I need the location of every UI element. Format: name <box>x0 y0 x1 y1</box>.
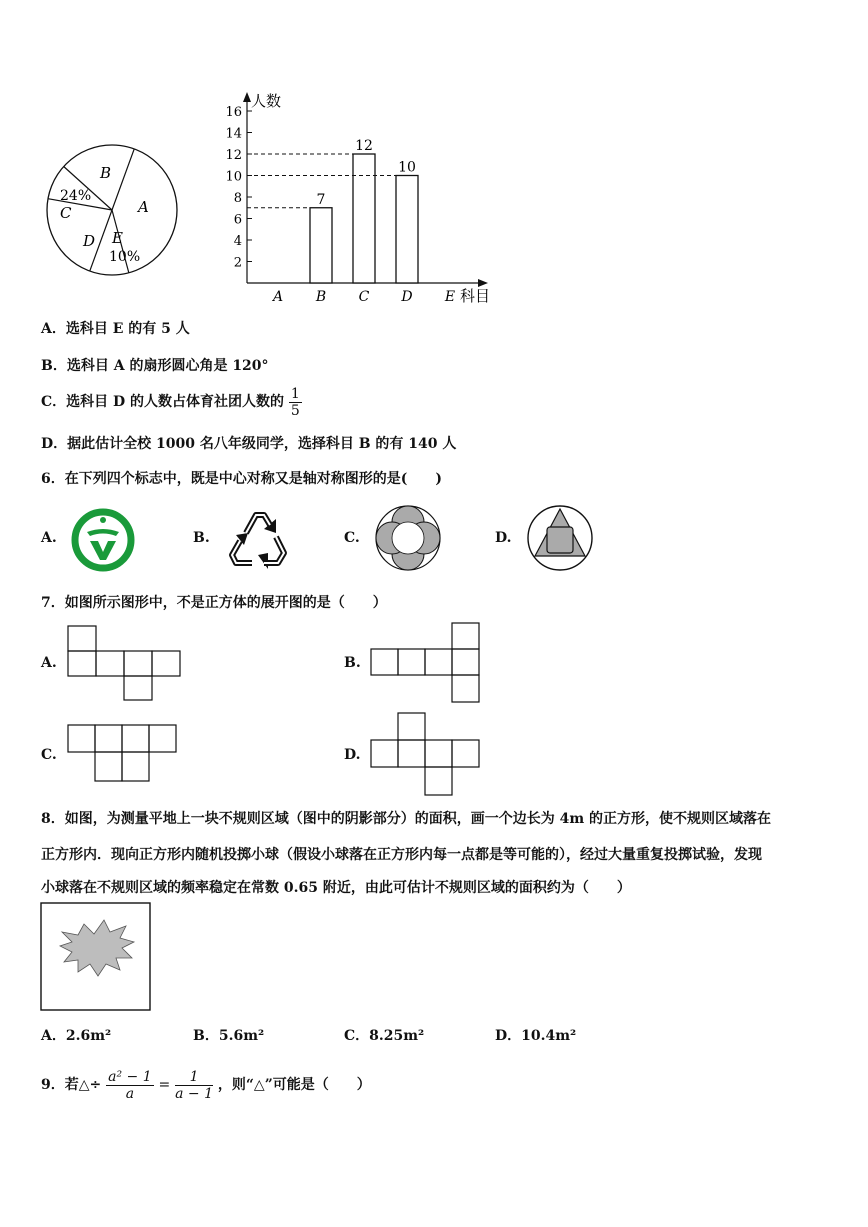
y-tick-label: 16 <box>225 105 242 120</box>
bar-value-label-b: 7 <box>316 191 326 208</box>
y-tick-label: 4 <box>233 234 242 249</box>
pie-label-a: A <box>138 198 149 216</box>
q7-stem: 7．如图所示图形中，不是正方体的展开图的是（ ） <box>41 595 387 611</box>
q7-label-a: A. <box>41 655 57 671</box>
q5-option-d: D．据此估计全校 1000 名八年级同学，选择科目 B 的有 140 人 <box>41 436 457 452</box>
q8-option-d: D．10.4m² <box>495 1028 577 1044</box>
q8-option-b: B．5.6m² <box>193 1028 265 1044</box>
q8-stem-line2: 正方形内．现向正方形内随机投掷小球（假设小球落在正方形内每一点都是等可能的），经过大量重复投掷试验，发现 <box>41 847 762 863</box>
fraction-one-fifth <box>289 386 302 419</box>
bar-value-label-c: 12 <box>355 138 373 154</box>
q9-rhs-numerator: 1 <box>175 1069 213 1086</box>
bar-c <box>353 154 375 283</box>
q6-label-a: A. <box>41 530 57 546</box>
x-tick-label-b: B <box>315 289 327 305</box>
bar-chart <box>220 88 500 310</box>
cube-net-a <box>66 624 184 702</box>
q5-option-a: A．选科目 E 的有 5 人 <box>41 321 190 337</box>
y-tick-label: 2 <box>233 255 242 271</box>
x-tick-label-d: D <box>401 289 413 305</box>
four-circles-logo-icon <box>373 503 443 573</box>
q6-label-d: D. <box>495 530 512 546</box>
q8-stem-line1: 8．如图，为测量平地上一块不规则区域（图中的阴影部分）的面积，画一个边长为 4m 的正方形，使不规则区域落在 <box>41 811 772 827</box>
q7-label-d: D. <box>344 747 361 763</box>
q6-label-b: B. <box>193 530 210 546</box>
fraction-numerator: 1 <box>290 385 300 402</box>
bar-d <box>396 176 418 284</box>
y-tick-label: 14 <box>225 126 242 142</box>
q5-option-c <box>41 382 302 422</box>
q9-lhs-fraction <box>106 1069 154 1102</box>
cube-net-b <box>368 622 482 704</box>
x-axis-label: 科目 <box>460 287 491 305</box>
q9-prefix: 9．若△÷ <box>41 1077 102 1093</box>
x-tick-label-c: C <box>358 289 370 305</box>
q5-option-b: B．选科目 A 的扇形圆心角是 120° <box>41 358 269 374</box>
cube-net-c <box>66 723 180 783</box>
green-food-logo-icon <box>70 508 136 572</box>
pie-label-c: C <box>60 204 72 222</box>
q9-equals: = <box>158 1077 171 1093</box>
pie-chart <box>40 140 185 280</box>
q9-lhs-numerator: a² − 1 <box>108 1068 152 1085</box>
square-with-irregular-region <box>40 902 152 1012</box>
q6-stem: 6．在下列四个标志中，既是中心对称又是轴对称图形的是( ) <box>41 471 442 487</box>
pie-pct-c: 24% <box>60 188 92 204</box>
q8-option-c: C．8.25m² <box>344 1028 425 1044</box>
y-tick-label: 12 <box>225 148 242 163</box>
bar-b <box>310 208 332 283</box>
y-axis-arrow <box>243 92 251 102</box>
q5-option-c-text: C．选科目 D 的人数占体育社团人数的 <box>41 394 285 410</box>
y-axis-label: 人数 <box>251 92 282 110</box>
q6-label-c: C. <box>344 530 360 546</box>
pie-divider-0 <box>112 149 134 210</box>
y-tick-label: 6 <box>233 212 242 228</box>
pie-label-e: E <box>112 229 123 247</box>
q7-label-c: C. <box>41 747 57 763</box>
q9-lhs-denominator: a <box>125 1085 135 1102</box>
triangle-in-circle-logo-icon <box>525 503 595 573</box>
x-axis-arrow <box>478 279 488 287</box>
x-tick-label-e: E <box>444 289 456 305</box>
bar-value-label-d: 10 <box>398 159 416 176</box>
q7-label-b: B. <box>344 655 361 671</box>
y-tick-label: 10 <box>225 169 242 185</box>
cube-net-d <box>368 711 482 797</box>
q9-stem <box>41 1062 371 1108</box>
q9-suffix: ，则“△”可能是（ ） <box>217 1077 371 1093</box>
q8-option-a: A．2.6m² <box>41 1028 112 1044</box>
q8-stem-line3: 小球落在不规则区域的频率稳定在常数 0.65 附近，由此可估计不规则区域的面积约为（ ） <box>41 880 631 896</box>
pie-label-b: B <box>100 164 112 182</box>
q9-rhs-fraction <box>175 1069 213 1102</box>
recycle-icon <box>224 503 296 571</box>
q9-rhs-denominator: a − 1 <box>175 1085 213 1102</box>
y-tick-label: 8 <box>233 191 242 206</box>
fraction-denominator: 5 <box>290 402 300 419</box>
pie-label-d: D <box>83 232 96 250</box>
x-tick-label-a: A <box>272 289 284 305</box>
pie-pct-e: 10% <box>109 249 141 265</box>
